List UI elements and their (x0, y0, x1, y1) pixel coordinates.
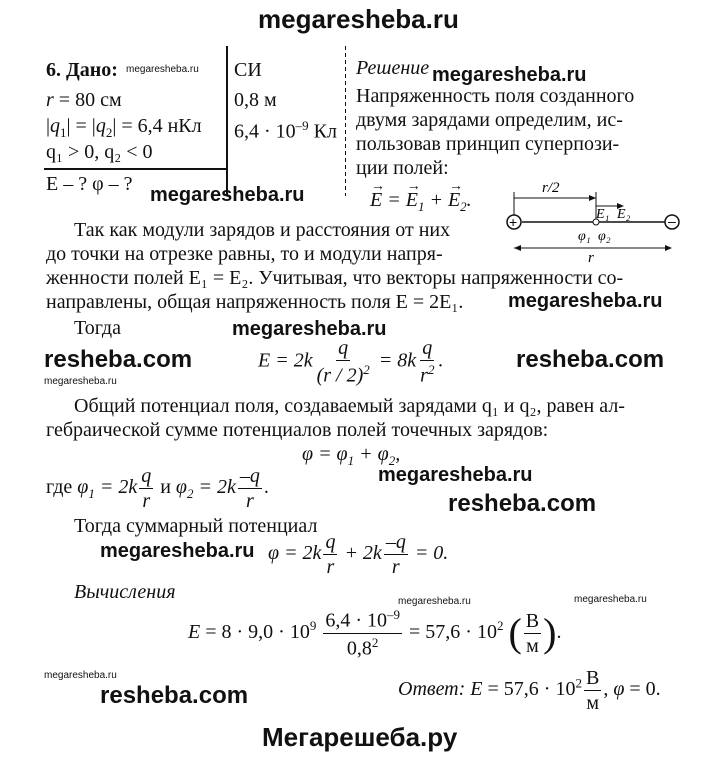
si-r: 0,8 м (234, 89, 277, 111)
watermark-mega: megaresheba.ru (432, 64, 587, 86)
watermark-small: megaresheba.ru (574, 594, 647, 605)
then-total-label: Тогда суммарный потенциал (74, 515, 318, 537)
charges-diagram (500, 172, 700, 264)
watermark-resheba: resheba.com (44, 346, 193, 373)
watermark-small: megaresheba.ru (44, 376, 117, 387)
total-potential-formula: φ = 2k $\frac{q}{r}$ + 2k $\frac{-q}{r}$ = 0. (268, 531, 449, 578)
si-solution-divider (345, 46, 346, 196)
half-label: r/2 (542, 180, 560, 196)
problem-number-given (46, 58, 118, 82)
si-q: $6,4 \cdot 10^{-9}$ Кл (234, 118, 337, 143)
phi2-label: φ₂ (598, 229, 611, 244)
answer: Ответ: $E = 57,6 \cdot 10^2$ $\frac{В}{м}$ , φ = 0. (398, 667, 661, 714)
given-si-divider (226, 46, 228, 196)
vector-sum-formula: → E = → $E_1$ + → $E_2$. (370, 188, 472, 219)
watermark-mega: megaresheba.ru (100, 540, 255, 562)
si-title: СИ (234, 59, 262, 81)
solution-title: Решение (356, 57, 430, 79)
top-watermark: megaresheba.ru (258, 4, 459, 34)
paragraph-line: гебраической сумме потенциалов полей точечных зарядов: (46, 419, 549, 441)
watermark-mega: megaresheba.ru (508, 290, 663, 312)
bottom-watermark: Мегарешеба.ру (262, 722, 458, 752)
plus-sign: + (509, 214, 518, 230)
phi1-label: φ₁ (578, 229, 591, 244)
watermark-resheba: resheba.com (516, 346, 665, 373)
given-find-separator (44, 168, 226, 170)
paragraph-line: Общий потенциал поля, создаваемый зарядами q₁ и q₂, равен ал- (74, 395, 625, 417)
minus-sign: – (668, 213, 676, 229)
given-signs: q₁ > 0, q₂ < 0 (46, 141, 153, 163)
watermark-resheba: resheba.com (448, 490, 597, 517)
paragraph-line: до точки на отрезке равны, то и модули напря- (46, 243, 443, 265)
paragraph-line: женности полей E₁ = E₂. Учитывая, что векторы напряженности со- (46, 267, 624, 289)
paragraph-line: направлены, общая напряженность поля E = 2E₁. (46, 291, 464, 313)
calculations-title: Вычисления (74, 581, 176, 603)
watermark-mega: megaresheba.ru (232, 318, 387, 340)
problem-number: 6. (46, 59, 61, 81)
e1-label: E₁ (596, 207, 610, 222)
watermark-mega: megaresheba.ru (378, 464, 533, 486)
watermark-small: megaresheba.ru (398, 596, 471, 607)
solution-line: Напряженность поля созданного (356, 85, 635, 107)
given-find: E – ? φ – ? (46, 173, 133, 195)
solution-line: ции полей: (356, 157, 449, 179)
given-r: r = 80 см (46, 89, 122, 111)
given-q: $|q_1| = |q_2| = 6,4$ нКл (46, 115, 202, 140)
watermark-small: megaresheba.ru (44, 670, 117, 681)
potential-sum-formula: $\varphi = \varphi_1 + \varphi_2$, (302, 443, 401, 468)
solution-line: пользовав принцип суперпози- (356, 133, 620, 155)
watermark-small: megaresheba.ru (126, 64, 199, 75)
potentials-definition: где $\varphi_1 = 2k$ $\frac{q}{r}$ и $\varphi_2 = 2k$ $\frac{-q}{r}$ . (46, 465, 269, 512)
paragraph-line: Так как модули зарядов и расстояния от них (74, 219, 451, 241)
given-title: Дано: (66, 59, 118, 81)
field-strength-formula: E = 2k $\frac{q}{(r / 2)^2}$ = 8k $\frac{q}{r^2}$ . (258, 337, 444, 387)
watermark-resheba: resheba.com (100, 682, 249, 709)
answer-label: Ответ: (398, 678, 466, 701)
solution-line: двумя зарядами определим, ис- (356, 109, 623, 131)
watermark-mega: megaresheba.ru (150, 184, 305, 206)
then-label: Тогда (74, 317, 121, 339)
calculation-formula: $E = 8 \cdot 9,0 \cdot 10^9$ $\frac{6,4 \cdot 10^{-9}}{0,8^2}$ = $57,6 \cdot 10^2$ ( $\frac{В}{м}$ ) . (188, 607, 562, 660)
e2-label: E₂ (617, 207, 631, 222)
r-label: r (588, 250, 594, 264)
